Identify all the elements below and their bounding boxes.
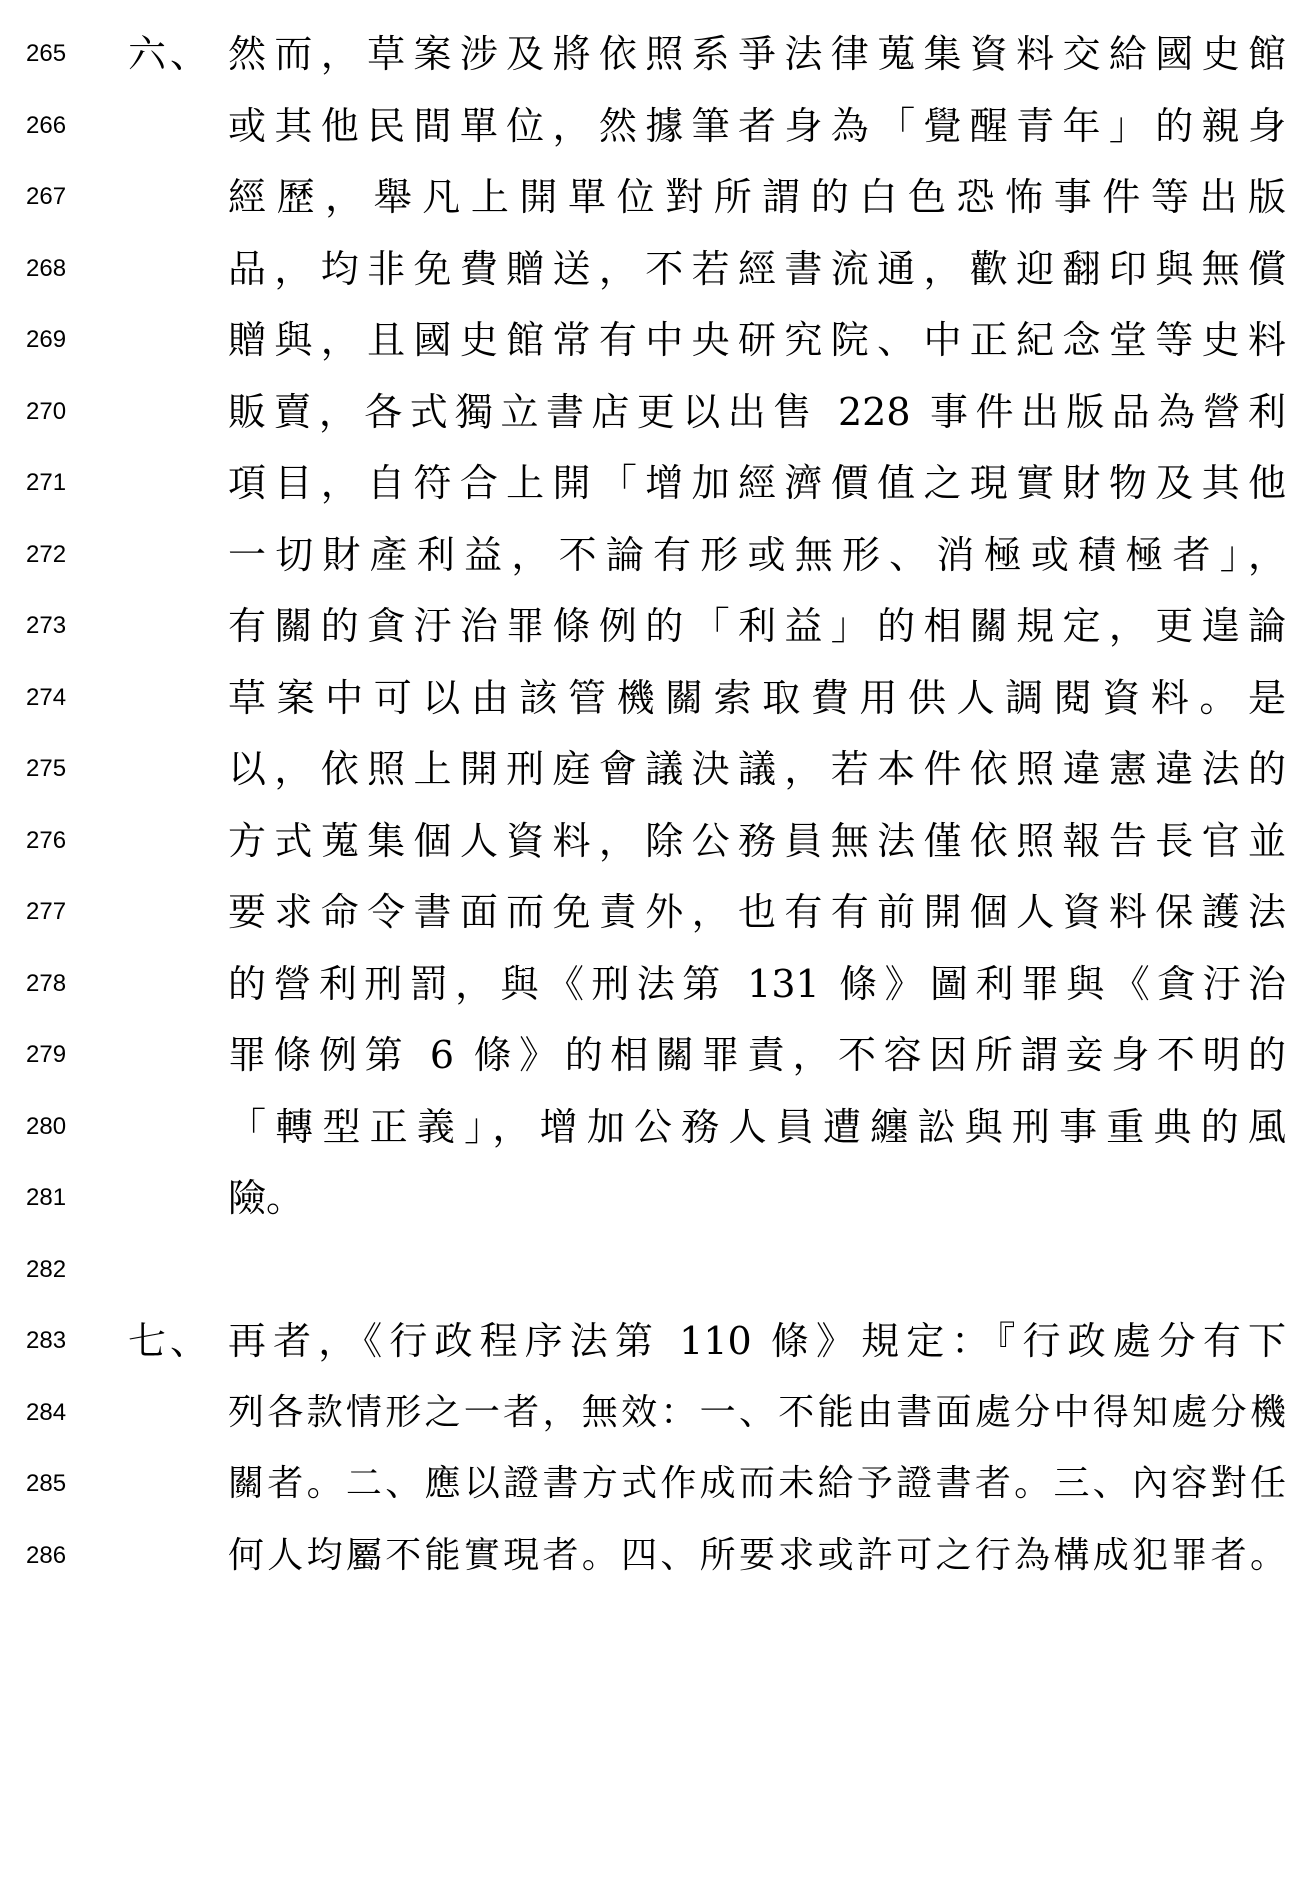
document-line (0, 1240, 1316, 1300)
line-text: 以，依照上開刑庭會議決議，若本件依照違憲違法的 (228, 747, 1286, 791)
line-number: 271 (26, 469, 67, 496)
line-text: 的營利刑罰，與《刑法第 131 條》圖利罪與《貪汙治 (228, 962, 1286, 1006)
document-line (0, 239, 1316, 299)
line-text: 贈與，且國史館常有中央研究院、中正紀念堂等史料 (228, 318, 1286, 362)
line-text: 要求命令書面而免責外，也有有前開個人資料保護法 (228, 890, 1286, 934)
line-number: 270 (26, 398, 67, 425)
line-number: 275 (26, 755, 67, 782)
document-line (0, 1383, 1316, 1443)
line-number: 272 (26, 541, 67, 568)
document-line (0, 739, 1316, 799)
section-marker: 六、 (128, 32, 213, 76)
document-line (0, 811, 1316, 871)
document-line (0, 1311, 1316, 1371)
line-number: 277 (26, 898, 67, 925)
line-text: 一切財產利益，不論有形或無形、消極或積極者」， (228, 533, 1286, 577)
line-text: 「轉型正義」，增加公務人員遭纏訟與刑事重典的風 (228, 1105, 1286, 1149)
line-text (228, 1240, 1286, 1300)
document-line (0, 668, 1316, 728)
line-number: 286 (26, 1542, 67, 1569)
line-number: 281 (26, 1184, 67, 1211)
line-text: 關者。二、應以證書方式作成而未給予證書者。三、內容對任 (228, 1463, 1286, 1504)
document-line (0, 1097, 1316, 1157)
line-text: 險。 (228, 1176, 305, 1220)
line-number: 278 (26, 970, 67, 997)
document-line (0, 1454, 1316, 1514)
document-line (0, 24, 1316, 84)
line-text: 有關的貪汙治罪條例的「利益」的相關規定，更遑論 (228, 604, 1286, 648)
document-line (0, 382, 1316, 442)
line-number: 280 (26, 1113, 67, 1140)
line-text: 列各款情形之一者，無效：一、不能由書面處分中得知處分機 (228, 1392, 1286, 1433)
line-number: 269 (26, 326, 67, 353)
line-text: 罪條例第 6 條》的相關罪責，不容因所謂妾身不明的 (228, 1033, 1286, 1077)
line-text: 經歷，舉凡上開單位對所謂的白色恐怖事件等出版 (228, 175, 1286, 219)
line-text: 項目，自符合上開「增加經濟價值之現實財物及其他 (228, 461, 1286, 505)
document-line (0, 596, 1316, 656)
line-number: 274 (26, 684, 67, 711)
line-text: 方式蒐集個人資料，除公務員無法僅依照報告長官並 (228, 819, 1286, 863)
document-line (0, 453, 1316, 513)
line-number: 267 (26, 183, 67, 210)
line-text: 草案中可以由該管機關索取費用供人調閱資料。是 (228, 676, 1286, 720)
document-line (0, 167, 1316, 227)
line-number: 283 (26, 1327, 67, 1354)
document-line (0, 96, 1316, 156)
line-text: 再者，《行政程序法第 110 條》規定：『行政處分有下 (228, 1319, 1286, 1363)
line-text: 品，均非免費贈送，不若經書流通，歡迎翻印與無償 (228, 247, 1286, 291)
document-line (0, 1025, 1316, 1085)
line-number: 282 (26, 1256, 67, 1283)
line-number: 285 (26, 1470, 67, 1497)
line-number: 266 (26, 112, 67, 139)
line-number: 284 (26, 1399, 67, 1426)
line-number: 279 (26, 1041, 67, 1068)
document-line (0, 310, 1316, 370)
section-marker: 七、 (128, 1319, 213, 1363)
line-text: 然而，草案涉及將依照系爭法律蒐集資料交給國史館 (228, 32, 1286, 76)
document-line (0, 525, 1316, 585)
document-line (0, 882, 1316, 942)
line-number: 265 (26, 40, 67, 67)
line-text: 或其他民間單位，然據筆者身為「覺醒青年」的親身 (228, 104, 1286, 148)
line-text: 販賣，各式獨立書店更以出售 228 事件出版品為營利 (228, 390, 1286, 434)
document-line (0, 954, 1316, 1014)
line-number: 268 (26, 255, 67, 282)
line-number: 276 (26, 827, 67, 854)
document-line (0, 1526, 1316, 1586)
line-text: 何人均屬不能實現者。四、所要求或許可之行為構成犯罪者。 (228, 1535, 1286, 1576)
line-number: 273 (26, 612, 67, 639)
document-line (0, 1168, 1316, 1228)
